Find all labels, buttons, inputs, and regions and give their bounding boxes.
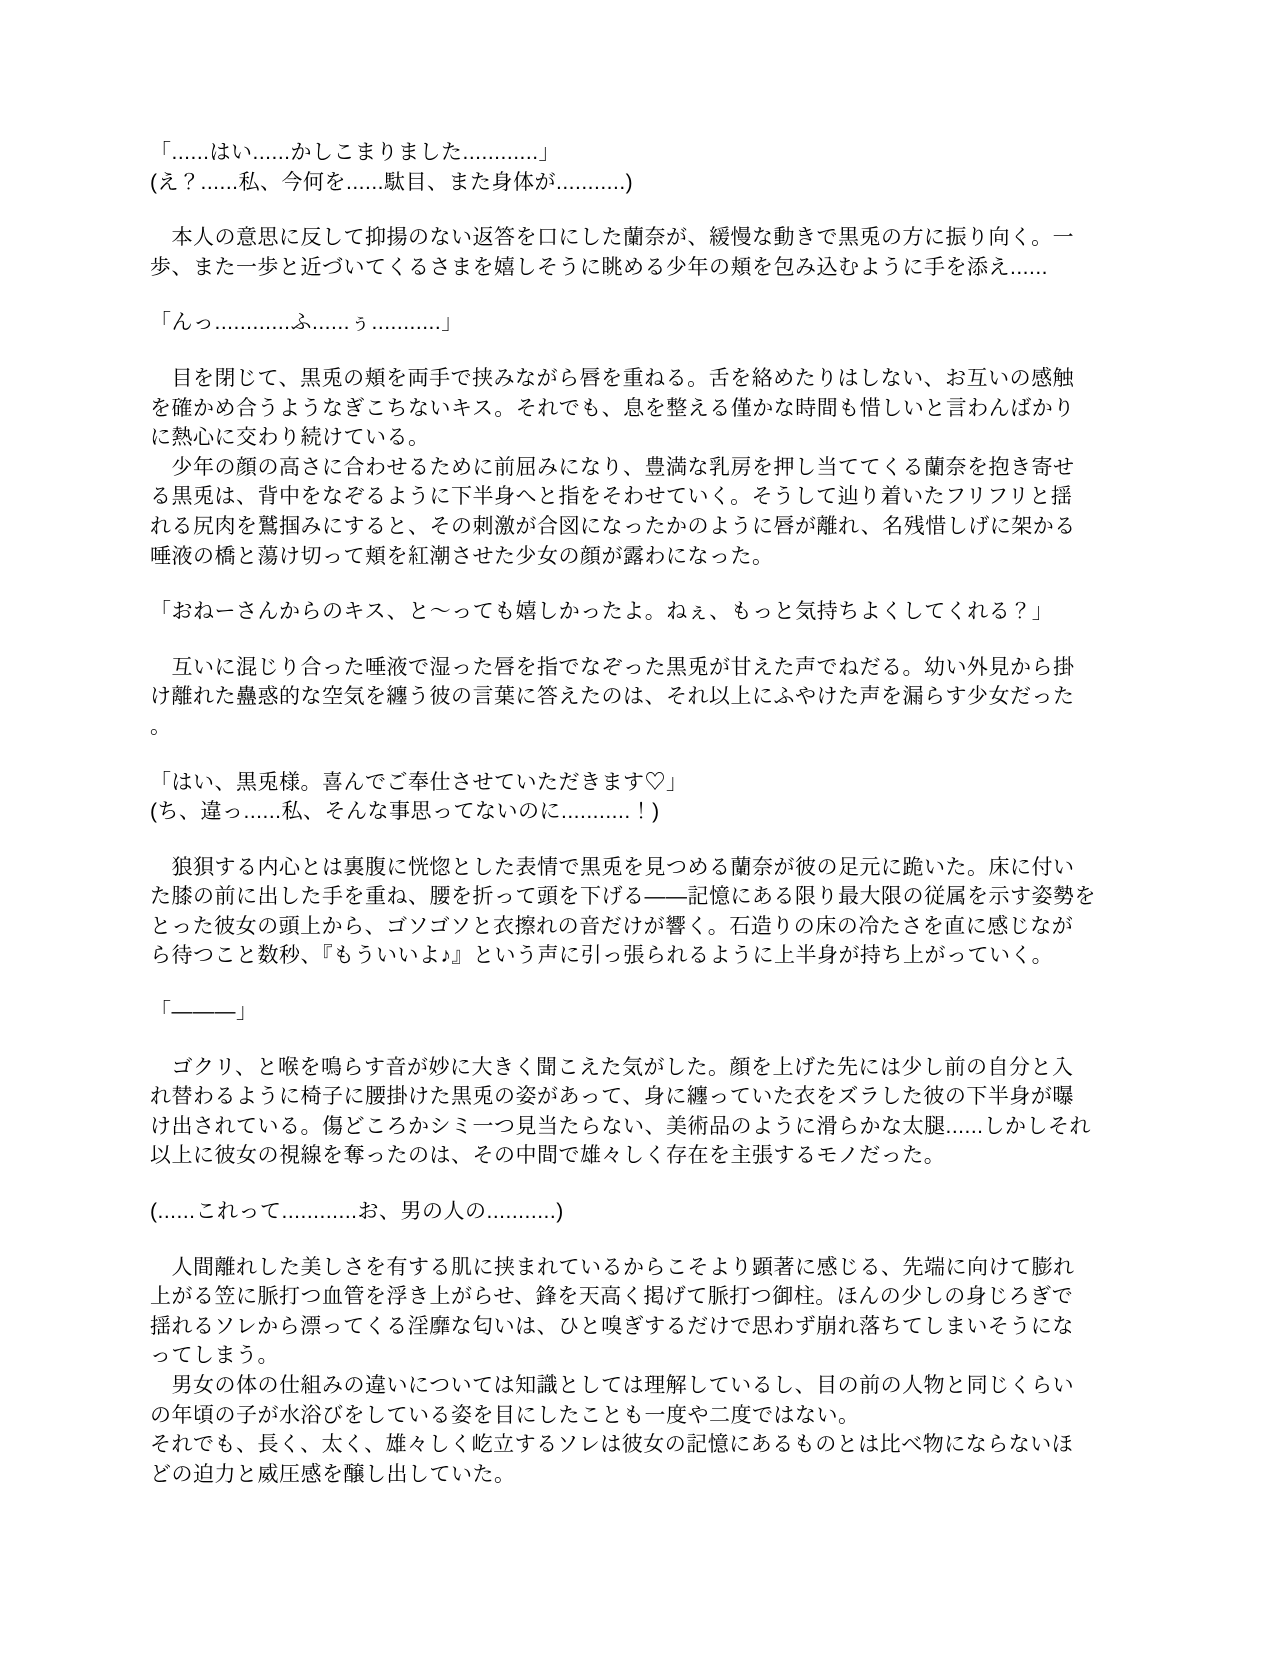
text-line: け出されている。傷どころかシミ一つ見当たらない、美術品のように滑らかな太腿......しかしそれ	[150, 1114, 1092, 1138]
text-line: 。	[150, 714, 172, 738]
text-line: 少年の顔の高さに合わせるために前屈みになり、豊満な乳房を押し当ててくる蘭奈を抱き寄せ	[150, 455, 1075, 479]
text-line: た膝の前に出した手を重ね、腰を折って頭を下げる——記憶にある限り最大限の従属を示す姿勢を	[150, 885, 1096, 909]
text-line: 「んっ............ふ......ぅ...........」	[150, 311, 463, 335]
text-line: る黒兎は、背中をなぞるように下半身へと指をそわせていく。そうして辿り着いたフリフリと揺	[150, 485, 1073, 509]
text-line: に熱心に交わり続けている。	[150, 426, 430, 450]
paragraph-block-narration	[150, 1053, 1140, 1171]
text-line: け離れた蠱惑的な空気を纏う彼の言葉に答えたのは、それ以上にふやけた声を漏らす少女だった	[150, 685, 1075, 709]
text-line: 歩、また一歩と近づいてくるさまを嬉しそうに眺める少年の頬を包み込むように手を添え......	[150, 255, 1049, 279]
text-line: (ち、違っ......私、そんな事思ってないのに...........！)	[150, 800, 660, 824]
text-line: ゴクリ、と喉を鳴らす音が妙に大きく聞こえた気がした。顔を上げた先には少し前の自分と入	[150, 1055, 1074, 1079]
text-line: 「......はい......かしこまりました............」	[150, 141, 561, 164]
paragraph-block-narration	[150, 853, 1140, 971]
text-line: 唾液の橋と蕩け切って頬を紅潮させた少女の顔が露わになった。	[150, 544, 774, 568]
paragraph-block-narration	[150, 364, 1140, 571]
text-line: ってしまう。	[150, 1344, 279, 1368]
paragraph-block-dialogue-and-thought	[150, 768, 1140, 827]
text-line: (......これって............お、男の人の...........)	[150, 1200, 564, 1224]
text-line: 「はい、黒兎様。喜んでご奉仕させていただきます♡」	[150, 770, 688, 794]
paragraph-block-dialogue	[150, 997, 1140, 1027]
paragraph-block-narration	[150, 1253, 1140, 1490]
text-line: 揺れるソレから漂ってくる淫靡な匂いは、ひと嗅ぎするだけで思わず崩れ落ちてしまいそうにな	[150, 1314, 1074, 1338]
text-line: ら待つこと数秒、『もういいよ♪』という声に引っ張られるように上半身が持ち上がっていく。	[150, 944, 1054, 968]
paragraph-block-thought	[150, 1197, 1140, 1227]
text-line: 狼狽する内心とは裏腹に恍惚とした表情で黒兎を見つめる蘭奈が彼の足元に跪いた。床に付い	[150, 855, 1075, 879]
text-line: 目を閉じて、黒兎の頬を両手で挟みながら唇を重ねる。舌を絡めたりはしない、お互いの感触	[150, 366, 1075, 390]
text-line: 以上に彼女の視線を奪ったのは、その中間で雄々しく存在を主張するモノだった。	[150, 1144, 946, 1168]
text-line: 男女の体の仕組みの違いについては知識としては理解しているし、目の前の人物と同じくらい	[150, 1374, 1075, 1397]
paragraph-block-dialogue	[150, 308, 1140, 338]
text-line: とった彼女の頭上から、ゴソゴソと衣擦れの音だけが響く。石造りの床の冷たさを直に感じなが	[150, 914, 1074, 938]
paragraph-block-dialogue-and-thought	[150, 138, 1140, 197]
text-line: れる尻肉を鷲掴みにすると、その刺激が合図になったかのように唇が離れ、名残惜しげに架かる	[150, 514, 1076, 538]
paragraph-block-narration	[150, 653, 1140, 742]
text-line: 「———」	[150, 1000, 258, 1024]
text-line: 「おねーさんからのキス、と～っても嬉しかったよ。ねぇ、もっと気持ちよくしてくれる？」	[150, 600, 1054, 624]
paragraph-block-narration	[150, 223, 1140, 282]
text-line: どの迫力と威圧感を醸し出していた。	[150, 1462, 516, 1486]
text-line: それでも、長く、太く、雄々しく屹立するソレは彼女の記憶にあるものとは比べ物にならないほ	[150, 1433, 1074, 1457]
text-line: 本人の意思に反して抑揚のない返答を口にした蘭奈が、緩慢な動きで黒兎の方に振り向く。一	[150, 226, 1075, 250]
text-line: を確かめ合うようなぎこちないキス。それでも、息を整える僅かな時間も惜しいと言わんばかり	[150, 396, 1075, 420]
text-area	[150, 138, 1140, 1489]
text-line: 互いに混じり合った唾液で湿った唇を指でなぞった黒兎が甘えた声でねだる。幼い外見から掛	[150, 655, 1075, 679]
text-line: れ替わるように椅子に腰掛けた黒兎の姿があって、身に纏っていた衣をズラした彼の下半身が曝	[150, 1085, 1074, 1109]
text-line: (え？......私、今何を......駄目、また身体が...........)	[150, 170, 634, 194]
text-line: 人間離れした美しさを有する肌に挟まれているからこそより顕著に感じる、先端に向けて膨れ	[150, 1255, 1075, 1279]
paragraph-block-dialogue	[150, 597, 1140, 627]
text-line: 上がる笠に脈打つ血管を浮き上がらせ、鋒を天高く掲げて脈打つ御柱。ほんの少しの身じろぎで	[150, 1285, 1074, 1309]
text-line: の年頃の子が水浴びをしている姿を目にしたことも一度や二度ではない。	[150, 1403, 860, 1427]
